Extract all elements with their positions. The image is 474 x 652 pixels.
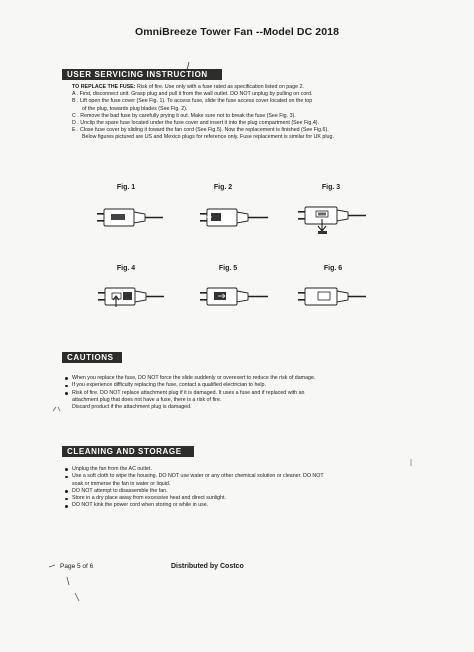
fig-4-plug-illustration [96,284,166,310]
cleaning-item-cont: soak or immerse the fan in water or liquid. [72,480,171,487]
fig-5-plug-illustration [198,284,270,310]
step-a: A . First, disconnect unit. Grasp plug and pull it from the wall outlet. DO NOT unplug by pulling on cord. [72,91,313,98]
cleaning-item: Store in a dry place away from excessive heat and direct sunlight. [64,495,404,502]
cleaning-item: Use a soft cloth to wipe the housing. DO NOT use water or any other chemical solution or cleaner. DO NOT [64,473,404,480]
caution-item: Discard product if the attachment plug is damaged. [72,404,192,411]
fig-2-label: Fig. 2 [213,184,233,191]
pen-mark-right [408,458,414,468]
cautions-list [64,375,404,411]
cleaning-header: CLEANING AND STORAGE [62,446,194,457]
caution-item-cont: attachment plug that does not have a fuse, there is a risk of fire. [72,396,222,403]
fig-6-plug-illustration [296,284,368,310]
step-b: B . Lift open the fuse cover (See Fig. 1). To access fuse, slide the fuse access cover located on the top [72,98,313,105]
step-d: D . Unclip the spare fuse located under the fuse cover and insert it into the plug compartment (See Fig.4). [72,120,320,127]
fig-4-label: Fig. 4 [116,265,136,272]
step-b-cont: of the plug, towards plug blades (See Fig. 2). [82,105,188,112]
document-title: OmniBreeze Tower Fan --Model DC 2018 [134,26,340,38]
user-servicing-header: USER SERVICING INSTRUCTION [62,69,222,80]
fig-2-plug-illustration [198,205,270,231]
page-number: Page 5 of 6 [60,563,94,570]
step-c: C . Remove the bad fuse by carefully prying it out. Make sure not to break the fuse (See Fig. 3). [72,112,296,119]
cleaning-item: DO NOT kink the power cord when storing or while in use. [64,502,404,509]
replace-fuse-text: Risk of fire. Use only with a fuse rated as specification listed on page 2. [136,84,304,90]
replace-fuse-intro [72,84,412,91]
step-e: E . Close fuse cover by sliding it toward the fan cord (See Fig.5). Now the replacement is finished (See Fig.6). [72,127,329,134]
fig-5-label: Fig. 5 [218,265,238,272]
replace-fuse-label: TO REPLACE THE FUSE: [72,84,136,90]
fuse-instructions [72,84,412,142]
step-e-cont: Below figures pictured are US and Mexico plugs for reference only. Fuse replacement is similar for UK plug. [82,134,334,141]
caution-item: If you experience difficulty replacing the fuse, contact a qualified electrician to help. [64,382,404,389]
cleaning-list [64,466,404,510]
fig-1-plug-illustration [95,205,165,231]
fig-6-label: Fig. 6 [323,265,343,272]
fig-1-label: Fig. 1 [116,184,136,191]
fig-3-label: Fig. 3 [321,184,341,191]
pen-mark-left [52,405,62,413]
cleaning-item: DO NOT attempt to disassemble the fan. [64,488,404,495]
distributor-note: Distributed by Costco [171,563,244,570]
cleaning-item: Unplug the fan from the AC outlet. [64,466,404,473]
caution-item: Risk of fire. DO NOT replace attachment plug if it is damaged. It uses a fuse and if replaced with an [64,390,404,397]
cautions-header: CAUTIONS [62,352,122,363]
fig-3-plug-illustration [296,203,368,237]
caution-item: When you replace the fuse, DO NOT force the slide suddenly or overexert to reduce the risk of damage. [64,375,404,382]
